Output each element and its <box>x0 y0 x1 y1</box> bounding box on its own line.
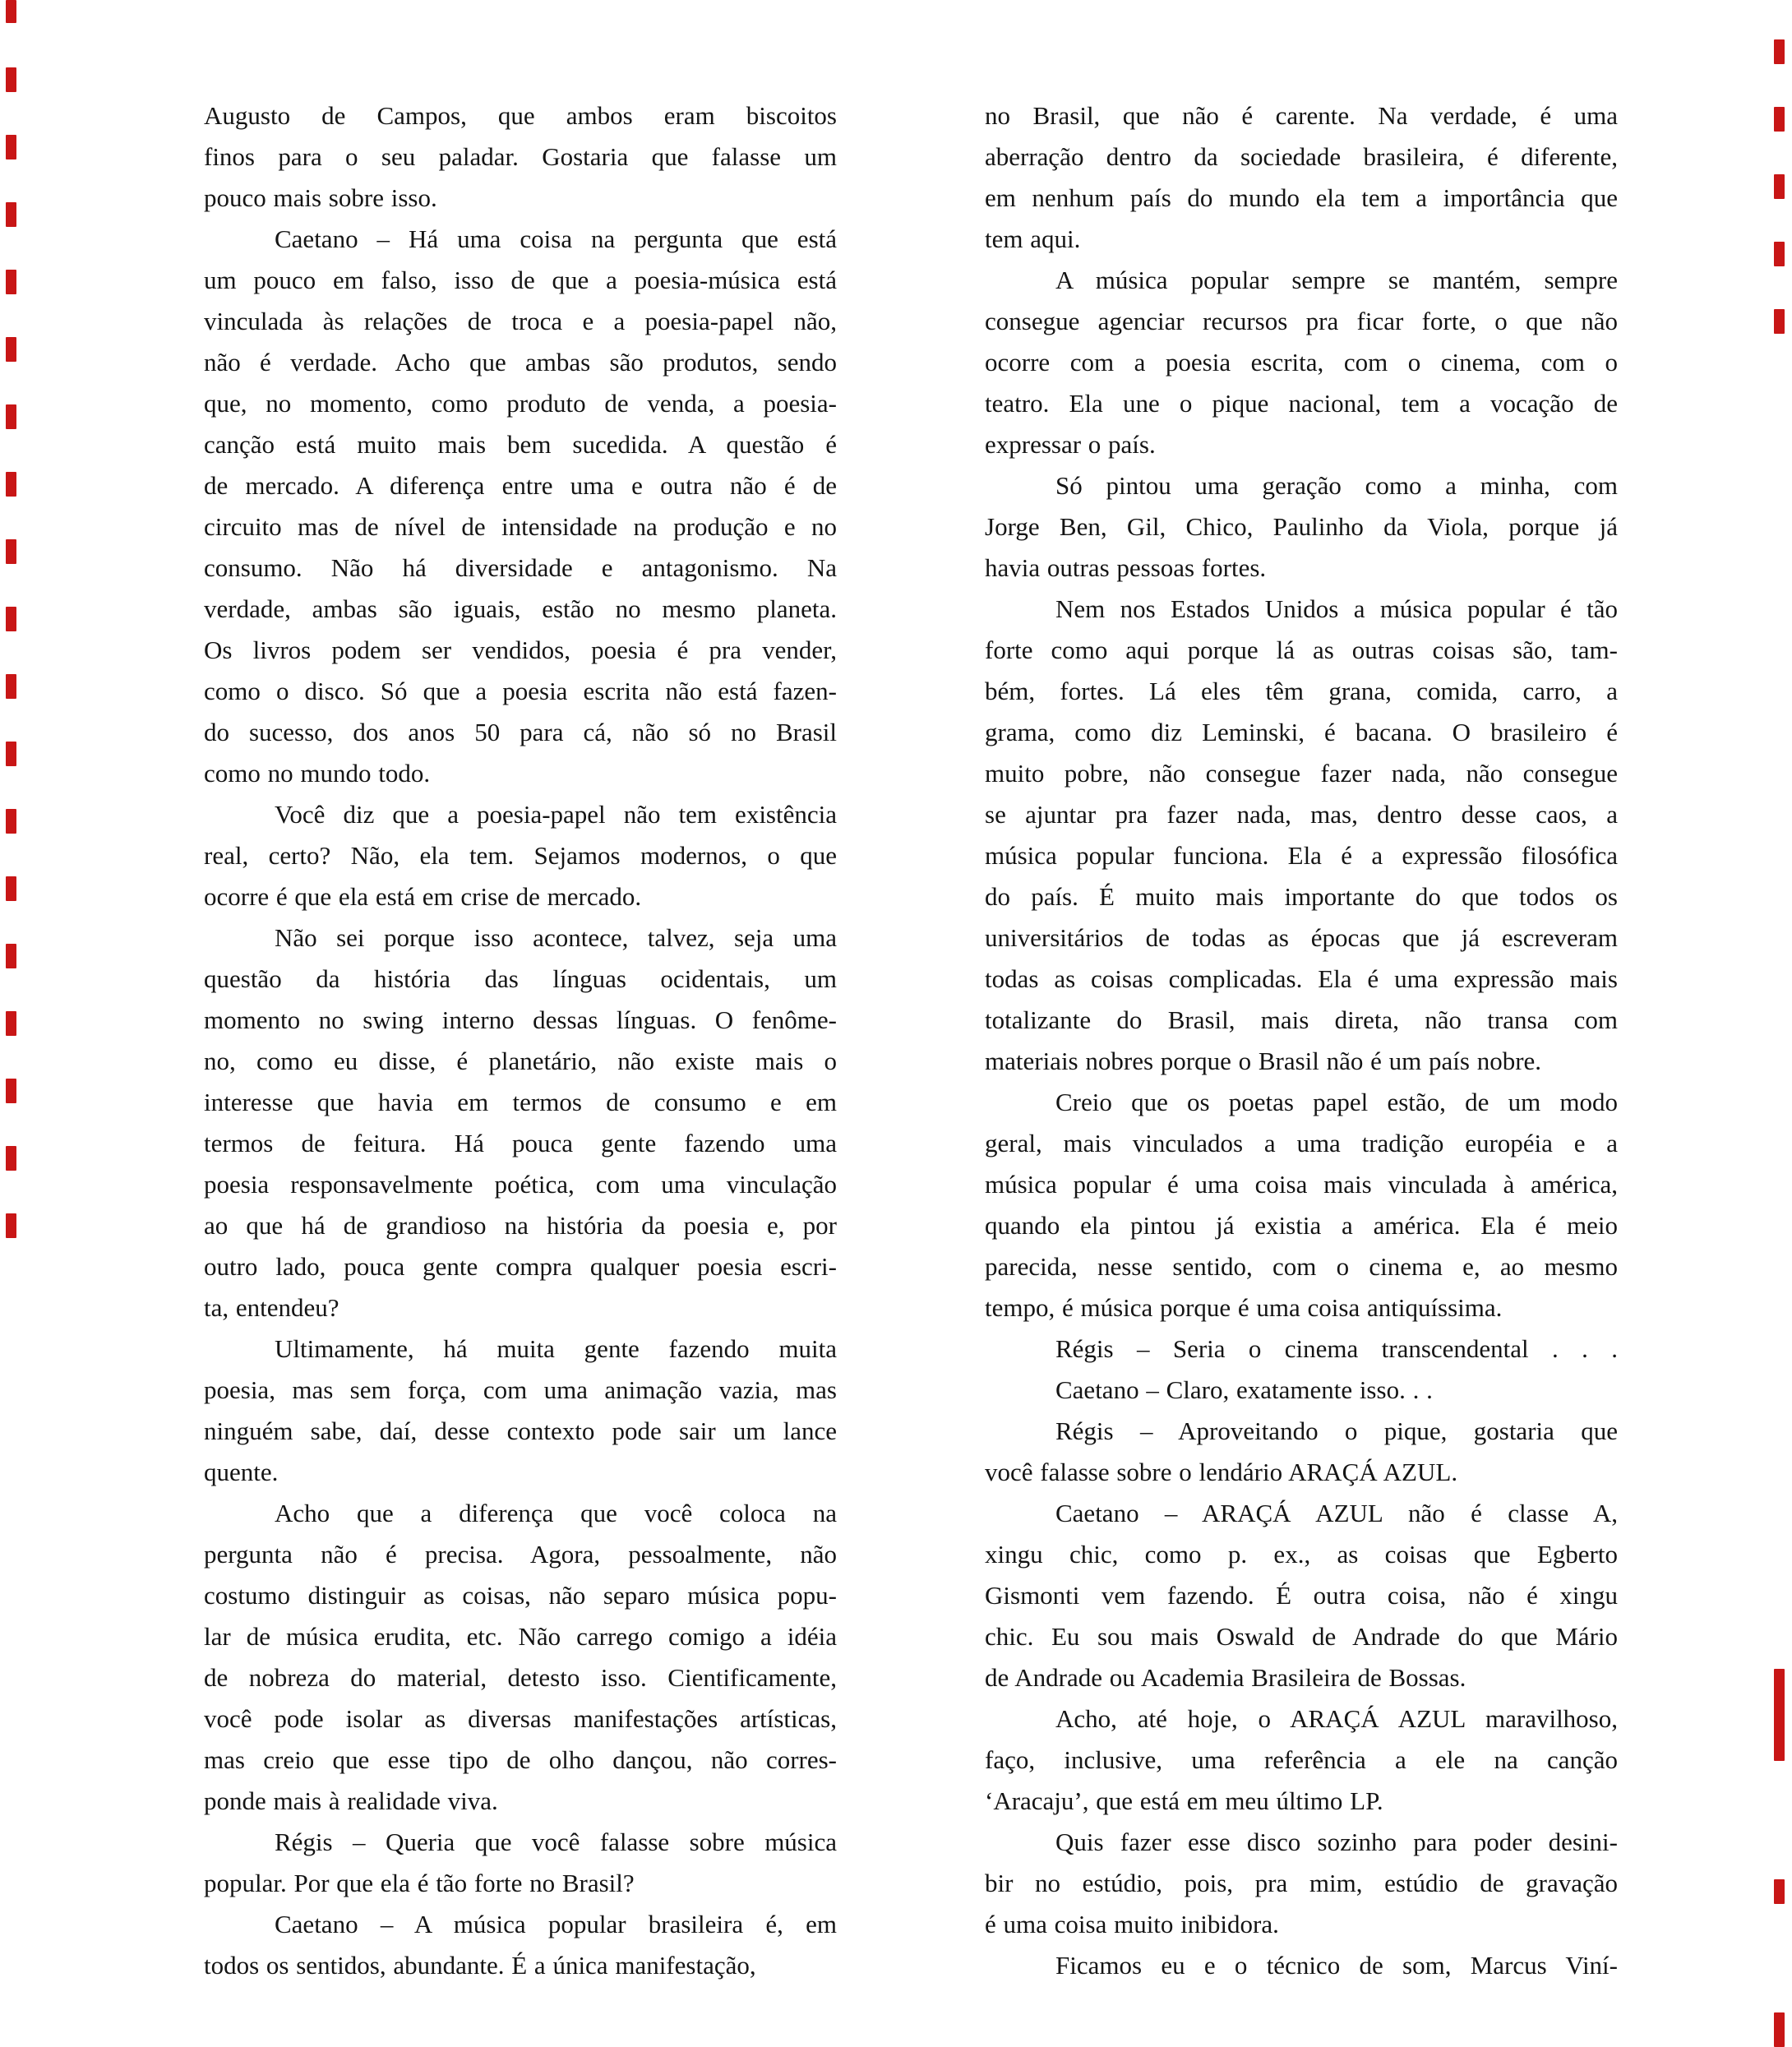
text-line: poesia, mas sem força, com uma animação vazia, mas <box>204 1375 837 1404</box>
text-line: Ultimamente, há muita gente fazendo muita <box>275 1334 837 1363</box>
text-column-right <box>985 95 1618 1986</box>
text-line: questão da história das línguas ocidentais, um <box>204 964 837 993</box>
text-line: é uma coisa muito inibidora. <box>985 1910 1279 1938</box>
text-line: Gismonti vem fazendo. É outra coisa, não é xingu <box>985 1581 1618 1610</box>
text-column-left <box>204 95 837 1986</box>
red-edge-mark <box>6 809 16 834</box>
text-line: ponde mais à realidade viva. <box>204 1786 498 1815</box>
text-line: expressar o país. <box>985 430 1156 459</box>
text-line: quente. <box>204 1458 279 1486</box>
text-line: no, como eu disse, é planetário, não existe mais o <box>204 1047 837 1075</box>
text-line: do sucesso, dos anos 50 para cá, não só no Brasil <box>204 718 837 746</box>
text-line: você falasse sobre o lendário ARAÇÁ AZUL. <box>985 1458 1458 1486</box>
text-line: Não sei porque isso acontece, talvez, seja uma <box>275 923 837 952</box>
red-edge-mark <box>6 67 16 92</box>
red-edge-mark <box>1774 107 1785 132</box>
text-line: ta, entendeu? <box>204 1293 339 1322</box>
text-line: tempo, é música porque é uma coisa antiquíssima. <box>985 1293 1503 1322</box>
text-line: Os livros podem ser vendidos, poesia é pra vender, <box>204 635 837 664</box>
red-edge-mark <box>6 337 16 362</box>
text-line: forte como aqui porque lá as outras coisas são, tam- <box>985 635 1618 664</box>
text-line: Caetano – A música popular brasileira é, em <box>275 1910 837 1938</box>
text-line: todos os sentidos, abundante. É a única manifestação, <box>204 1951 756 1980</box>
text-line: ‘Aracaju’, que está em meu último LP. <box>985 1786 1383 1815</box>
text-line: geral, mais vinculados a uma tradição européia e a <box>985 1129 1618 1158</box>
text-line: aberração dentro da sociedade brasileira, é diferente, <box>985 142 1618 171</box>
red-edge-mark <box>6 202 16 227</box>
text-line: Augusto de Campos, que ambos eram biscoitos <box>204 101 837 130</box>
red-edge-mark <box>6 674 16 699</box>
text-line: Régis – Queria que você falasse sobre música <box>275 1828 837 1856</box>
red-edge-mark <box>6 539 16 564</box>
red-edge-mark <box>6 270 16 294</box>
text-line: A música popular sempre se mantém, sempre <box>1055 266 1618 294</box>
text-line: lar de música erudita, etc. Não carrego comigo a idéia <box>204 1622 837 1651</box>
text-line: finos para o seu paladar. Gostaria que falasse um <box>204 142 837 171</box>
text-line: Ficamos eu e o técnico de som, Marcus Viní- <box>1055 1951 1618 1980</box>
text-line: poesia responsavelmente poética, com uma vinculação <box>204 1170 837 1199</box>
text-line: circuito mas de nível de intensidade na produção e no <box>204 512 837 541</box>
red-edge-mark <box>1774 309 1785 334</box>
text-line: do país. É muito mais importante do que todos os <box>985 882 1618 911</box>
text-line: canção está muito mais bem sucedida. A questão é <box>204 430 837 459</box>
text-line: você pode isolar as diversas manifestações artísticas, <box>204 1704 837 1733</box>
text-line: pouco mais sobre isso. <box>204 183 437 212</box>
text-line: materiais nobres porque o Brasil não é um país nobre. <box>985 1047 1542 1075</box>
text-line: verdade, ambas são iguais, estão no mesmo planeta. <box>204 594 837 623</box>
text-line: de mercado. A diferença entre uma e outra não é de <box>204 471 837 500</box>
text-line: xingu chic, como p. ex., as coisas que Egberto <box>985 1540 1618 1569</box>
text-line: Jorge Ben, Gil, Chico, Paulinho da Viola, porque já <box>985 512 1618 541</box>
text-line: popular. Por que ela é tão forte no Brasil? <box>204 1869 635 1897</box>
red-edge-mark <box>6 472 16 497</box>
text-line: Acho, até hoje, o ARAÇÁ AZUL maravilhoso, <box>1055 1704 1618 1733</box>
text-line: outro lado, pouca gente compra qualquer poesia escri- <box>204 1252 837 1281</box>
text-line: consegue agenciar recursos pra ficar forte, o que não <box>985 307 1618 335</box>
text-line: faço, inclusive, uma referência a ele na canção <box>985 1745 1618 1774</box>
text-line: real, certo? Não, ela tem. Sejamos modernos, o que <box>204 841 837 870</box>
text-line: tem aqui. <box>985 224 1081 253</box>
red-edge-mark <box>6 1146 16 1171</box>
red-edge-mark <box>1774 1669 1785 1761</box>
text-line: Caetano – Claro, exatamente isso. . . <box>1055 1375 1433 1404</box>
text-line: não é verdade. Acho que ambas são produtos, sendo <box>204 348 837 377</box>
text-line: havia outras pessoas fortes. <box>985 553 1267 582</box>
text-line: Você diz que a poesia-papel não tem existência <box>275 800 837 829</box>
red-edge-mark <box>1774 2012 1785 2047</box>
red-edge-mark <box>6 1079 16 1103</box>
text-line: de Andrade ou Academia Brasileira de Bossas. <box>985 1663 1466 1692</box>
text-line: ninguém sabe, daí, desse contexto pode sair um lance <box>204 1416 837 1445</box>
text-line: Acho que a diferença que você coloca na <box>275 1499 837 1527</box>
text-line: costumo distinguir as coisas, não separo música popu- <box>204 1581 837 1610</box>
text-line: em nenhum país do mundo ela tem a importância que <box>985 183 1618 212</box>
text-line: pergunta não é precisa. Agora, pessoalmente, não <box>204 1540 837 1569</box>
red-edge-mark <box>6 944 16 968</box>
red-edge-mark <box>6 1011 16 1036</box>
text-line: teatro. Ela une o pique nacional, tem a vocação de <box>985 389 1618 418</box>
text-line: chic. Eu sou mais Oswald de Andrade do que Mário <box>985 1622 1618 1651</box>
text-line: Régis – Aproveitando o pique, gostaria que <box>1055 1416 1618 1445</box>
text-line: parecida, nesse sentido, com o cinema e, ao mesmo <box>985 1252 1618 1281</box>
text-line: música popular é uma coisa mais vinculada à américa, <box>985 1170 1618 1199</box>
text-line: Caetano – ARAÇÁ AZUL não é classe A, <box>1055 1499 1618 1527</box>
text-line: bir no estúdio, pois, pra mim, estúdio de gravação <box>985 1869 1618 1897</box>
red-edge-mark <box>6 607 16 631</box>
text-line: totalizante do Brasil, mais direta, não transa com <box>985 1005 1618 1034</box>
text-line: Nem nos Estados Unidos a música popular é tão <box>1055 594 1618 623</box>
text-line: grama, como diz Leminski, é bacana. O brasileiro é <box>985 718 1618 746</box>
text-line: universitários de todas as épocas que já escreveram <box>985 923 1618 952</box>
red-edge-mark <box>6 404 16 429</box>
text-line: interesse que havia em termos de consumo e em <box>204 1088 837 1116</box>
text-line: Caetano – Há uma coisa na pergunta que está <box>275 224 837 253</box>
red-edge-mark <box>1774 174 1785 199</box>
red-edge-mark <box>6 876 16 901</box>
text-line: Só pintou uma geração como a minha, com <box>1055 471 1618 500</box>
red-edge-mark <box>1774 1879 1785 1904</box>
text-line: termos de feitura. Há pouca gente fazendo uma <box>204 1129 837 1158</box>
text-line: que, no momento, como produto de venda, a poesia- <box>204 389 837 418</box>
text-line: ocorre é que ela está em crise de mercado. <box>204 882 642 911</box>
text-line: momento no swing interno dessas línguas. O fenôme- <box>204 1005 837 1034</box>
text-line: como o disco. Só que a poesia escrita não está fazen- <box>204 677 837 705</box>
text-line: no Brasil, que não é carente. Na verdade, é uma <box>985 101 1618 130</box>
text-line: um pouco em falso, isso de que a poesia-música está <box>204 266 837 294</box>
red-edge-mark <box>6 135 16 159</box>
text-line: consumo. Não há diversidade e antagonismo. Na <box>204 553 837 582</box>
red-edge-mark <box>6 742 16 766</box>
text-line: bém, fortes. Lá eles têm grana, comida, carro, a <box>985 677 1618 705</box>
text-line: mas creio que esse tipo de olho dançou, não corres- <box>204 1745 837 1774</box>
text-line: Régis – Seria o cinema transcendental . . . <box>1055 1334 1618 1363</box>
red-edge-mark <box>1774 39 1785 64</box>
text-line: quando ela pintou já existia a américa. Ela é meio <box>985 1211 1618 1240</box>
text-line: muito pobre, não consegue fazer nada, não consegue <box>985 759 1618 788</box>
text-line: de nobreza do material, detesto isso. Cientificamente, <box>204 1663 837 1692</box>
red-edge-mark <box>1774 242 1785 266</box>
text-line: como no mundo todo. <box>204 759 431 788</box>
text-line: todas as coisas complicadas. Ela é uma expressão mais <box>985 964 1618 993</box>
text-line: ao que há de grandioso na história da poesia e, por <box>204 1211 837 1240</box>
red-edge-mark <box>6 1213 16 1238</box>
text-line: música popular funciona. Ela é a expressão filosófica <box>985 841 1618 870</box>
text-line: Creio que os poetas papel estão, de um modo <box>1055 1088 1618 1116</box>
text-line: vinculada às relações de troca e a poesia-papel não, <box>204 307 837 335</box>
text-line: Quis fazer esse disco sozinho para poder desini- <box>1055 1828 1618 1856</box>
text-line: se ajuntar pra fazer nada, mas, dentro desse caos, a <box>985 800 1618 829</box>
red-edge-mark <box>6 0 16 23</box>
text-line: ocorre com a poesia escrita, com o cinema, com o <box>985 348 1618 377</box>
